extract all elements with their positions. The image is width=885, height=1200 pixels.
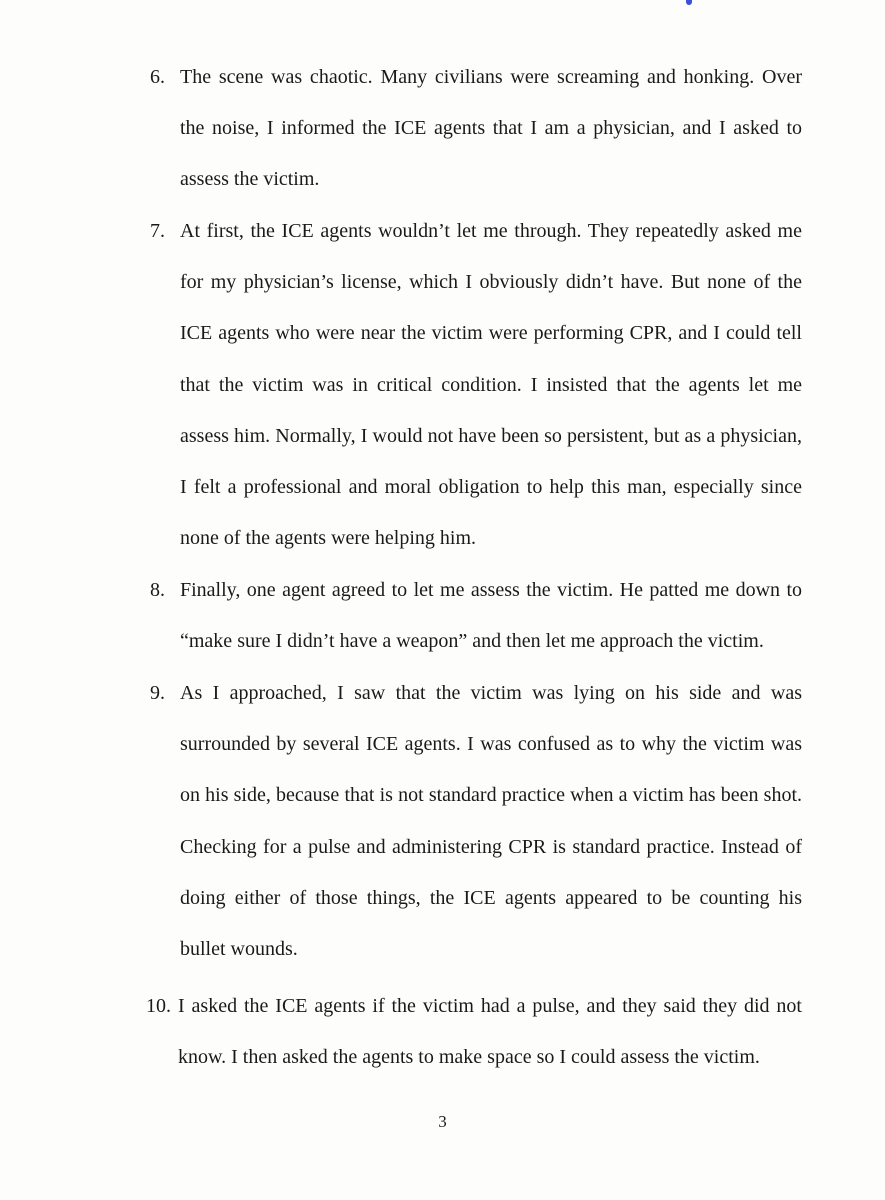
paragraph-number: 8. (150, 579, 165, 601)
paragraph-text: As I approached, I saw that the victim was lying on his side and was surrounded by several ICE agents. I was confused as to why the victim was on his side, because that is not standard practice when a victim has been shot. Checking for a pulse and administering CPR is standard practice. Instead of doing either of those things, the ICE agents appeared to be counting his bullet wounds. (180, 682, 802, 961)
paragraph-text: At first, the ICE agents wouldn’t let me through. They repeatedly asked me for my physician’s license, which I obviously didn’t have. But none of the ICE agents who were near the victim were performing CPR, and I could tell that the victim was in critical condition. I insisted that the agents let me assess him. Normally, I would not have been so persistent, but as a physician, I felt a professional and moral obligation to help this man, especially since none of the agents were helping him. (180, 220, 802, 550)
paragraph-number: 7. (150, 220, 165, 242)
paragraph-text: I asked the ICE agents if the victim had a pulse, and they said they did not know. I then asked the agents to make space so I could assess the victim. (178, 995, 802, 1069)
paragraph-number: 9. (150, 682, 165, 704)
paragraph-number: 6. (150, 66, 165, 88)
scan-edge-mark (686, 0, 692, 5)
paragraph-text: Finally, one agent agreed to let me assess the victim. He patted me down to “make sure I didn’t have a weapon” and then let me approach the victim. (180, 579, 802, 653)
page-number: 3 (438, 1112, 447, 1131)
paragraph-text: The scene was chaotic. Many civilians were screaming and honking. Over the noise, I informed the ICE agents that I am a physician, and I asked to assess the victim. (180, 66, 802, 191)
paragraph-number: 10. (146, 995, 171, 1017)
